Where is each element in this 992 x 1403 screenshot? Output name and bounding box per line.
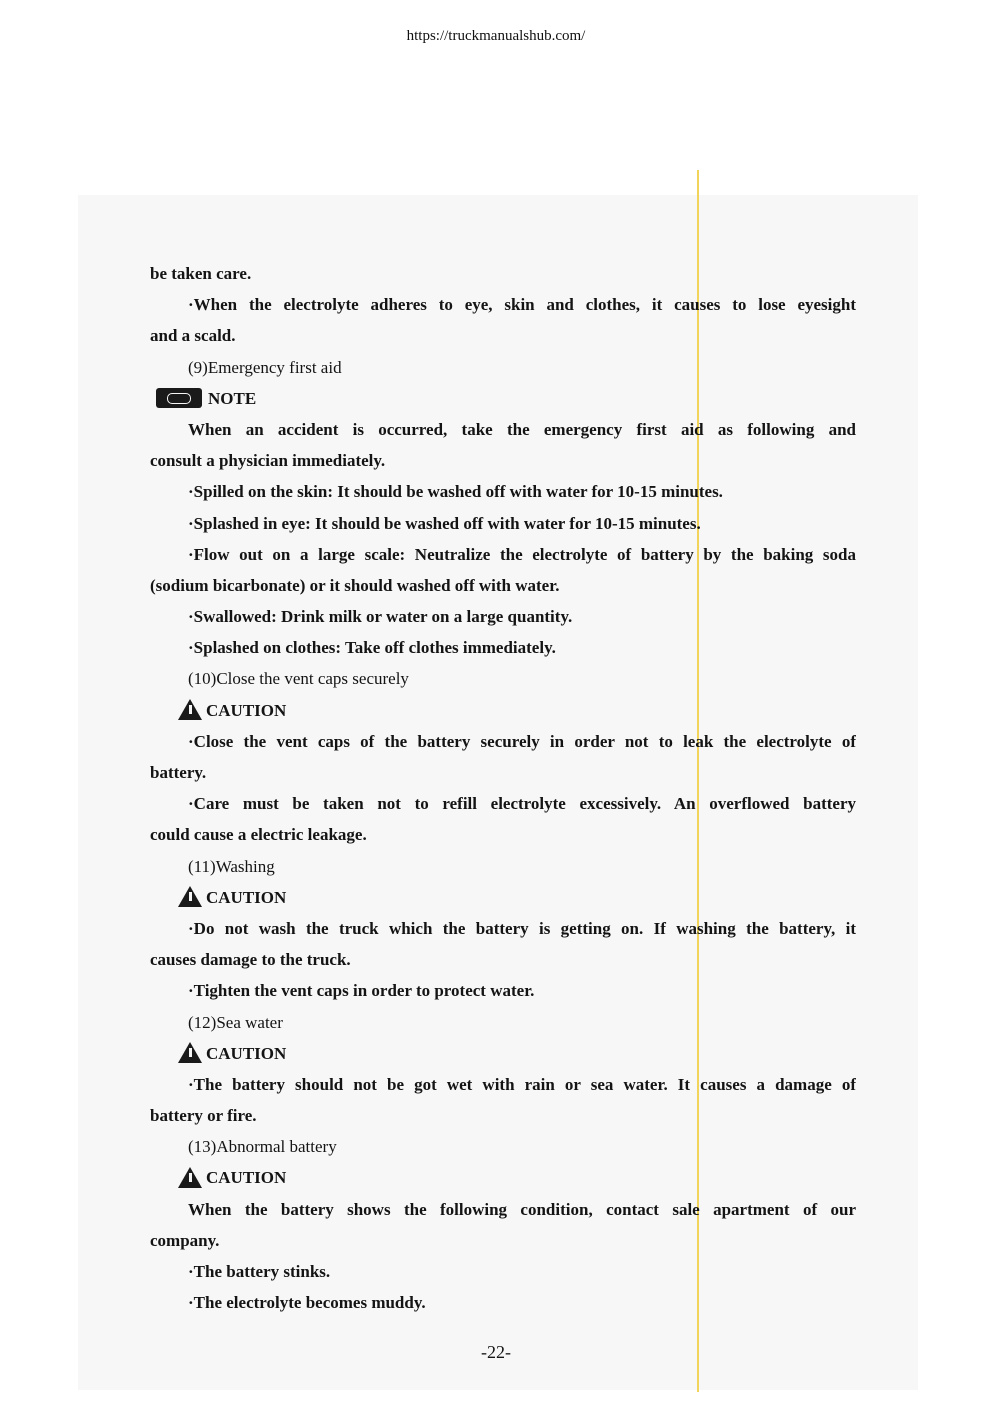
text-line: battery or fire. xyxy=(150,1106,257,1126)
bullet-item: ·The electrolyte becomes muddy. xyxy=(188,1293,426,1313)
section-heading: (11)Washing xyxy=(188,856,275,876)
text-line: could cause a electric leakage. xyxy=(150,825,367,845)
bullet-item: ·Tighten the vent caps in order to protect water. xyxy=(188,981,535,1001)
warning-triangle-icon xyxy=(178,1042,202,1063)
text-line: (sodium bicarbonate) or it should washed off with water. xyxy=(150,575,560,595)
section-heading: (9)Emergency first aid xyxy=(188,357,342,377)
bullet-item: ·Swallowed: Drink milk or water on a large quantity. xyxy=(188,607,573,627)
bullet-item: ·When the electrolyte adheres to eye, skin and clothes, it causes to lose eyesight xyxy=(188,295,856,315)
bullet-item: ·Do not wash the truck which the battery is getting on. If washing the battery, it xyxy=(188,918,856,938)
text-line: consult a physician immediately. xyxy=(150,451,386,471)
warning-triangle-icon xyxy=(178,1167,202,1188)
warning-triangle-icon xyxy=(178,699,202,720)
text-line: and a scald. xyxy=(150,326,236,346)
caution-label: CAUTION xyxy=(206,1168,287,1188)
text-line: causes damage to the truck. xyxy=(150,950,351,970)
source-url[interactable]: https://truckmanualshub.com/ xyxy=(406,28,586,44)
bullet-item: ·Spilled on the skin: It should be washed off with water for 10-15 minutes. xyxy=(188,482,723,502)
text-line: be taken care. xyxy=(150,264,252,283)
caution-heading xyxy=(150,882,856,913)
caution-label: CAUTION xyxy=(206,1043,287,1063)
text-line: company. xyxy=(150,1230,220,1250)
bullet-item: ·The battery stinks. xyxy=(188,1262,331,1281)
bullet-item: ·Care must be taken not to refill electrolyte excessively. An overflowed battery xyxy=(188,794,856,814)
section-heading: (13)Abnormal battery xyxy=(188,1137,337,1157)
manual-body xyxy=(150,258,856,1318)
section-heading: (12)Sea water xyxy=(188,1012,283,1032)
hand-pointing-icon xyxy=(156,388,202,408)
note-label: NOTE xyxy=(208,388,257,408)
bullet-item: ·Splashed in eye: It should be washed off with water for 10-15 minutes. xyxy=(188,513,701,533)
section-heading: (10)Close the vent caps securely xyxy=(188,669,409,689)
caution-heading xyxy=(150,695,856,726)
text-line: When an accident is occurred, take the emergency first aid as following and xyxy=(188,419,856,439)
text-line: When the battery shows the following condition, contact sale apartment of our xyxy=(188,1199,856,1219)
bullet-item: ·Splashed on clothes: Take off clothes immediately. xyxy=(188,638,556,658)
page-number: -22- xyxy=(481,1342,511,1362)
caution-heading xyxy=(150,1038,856,1069)
warning-triangle-icon xyxy=(178,886,202,907)
caution-label: CAUTION xyxy=(206,887,287,907)
bullet-item: ·Flow out on a large scale: Neutralize the electrolyte of battery by the baking soda xyxy=(188,544,856,564)
bullet-item: ·Close the vent caps of the battery securely in order not to leak the electrolyte of xyxy=(188,731,856,751)
text-line: battery. xyxy=(150,763,207,782)
caution-label: CAUTION xyxy=(206,700,287,720)
note-heading xyxy=(150,383,856,414)
bullet-item: ·The battery should not be got wet with rain or sea water. It causes a damage of xyxy=(188,1074,856,1094)
caution-heading xyxy=(150,1162,856,1193)
